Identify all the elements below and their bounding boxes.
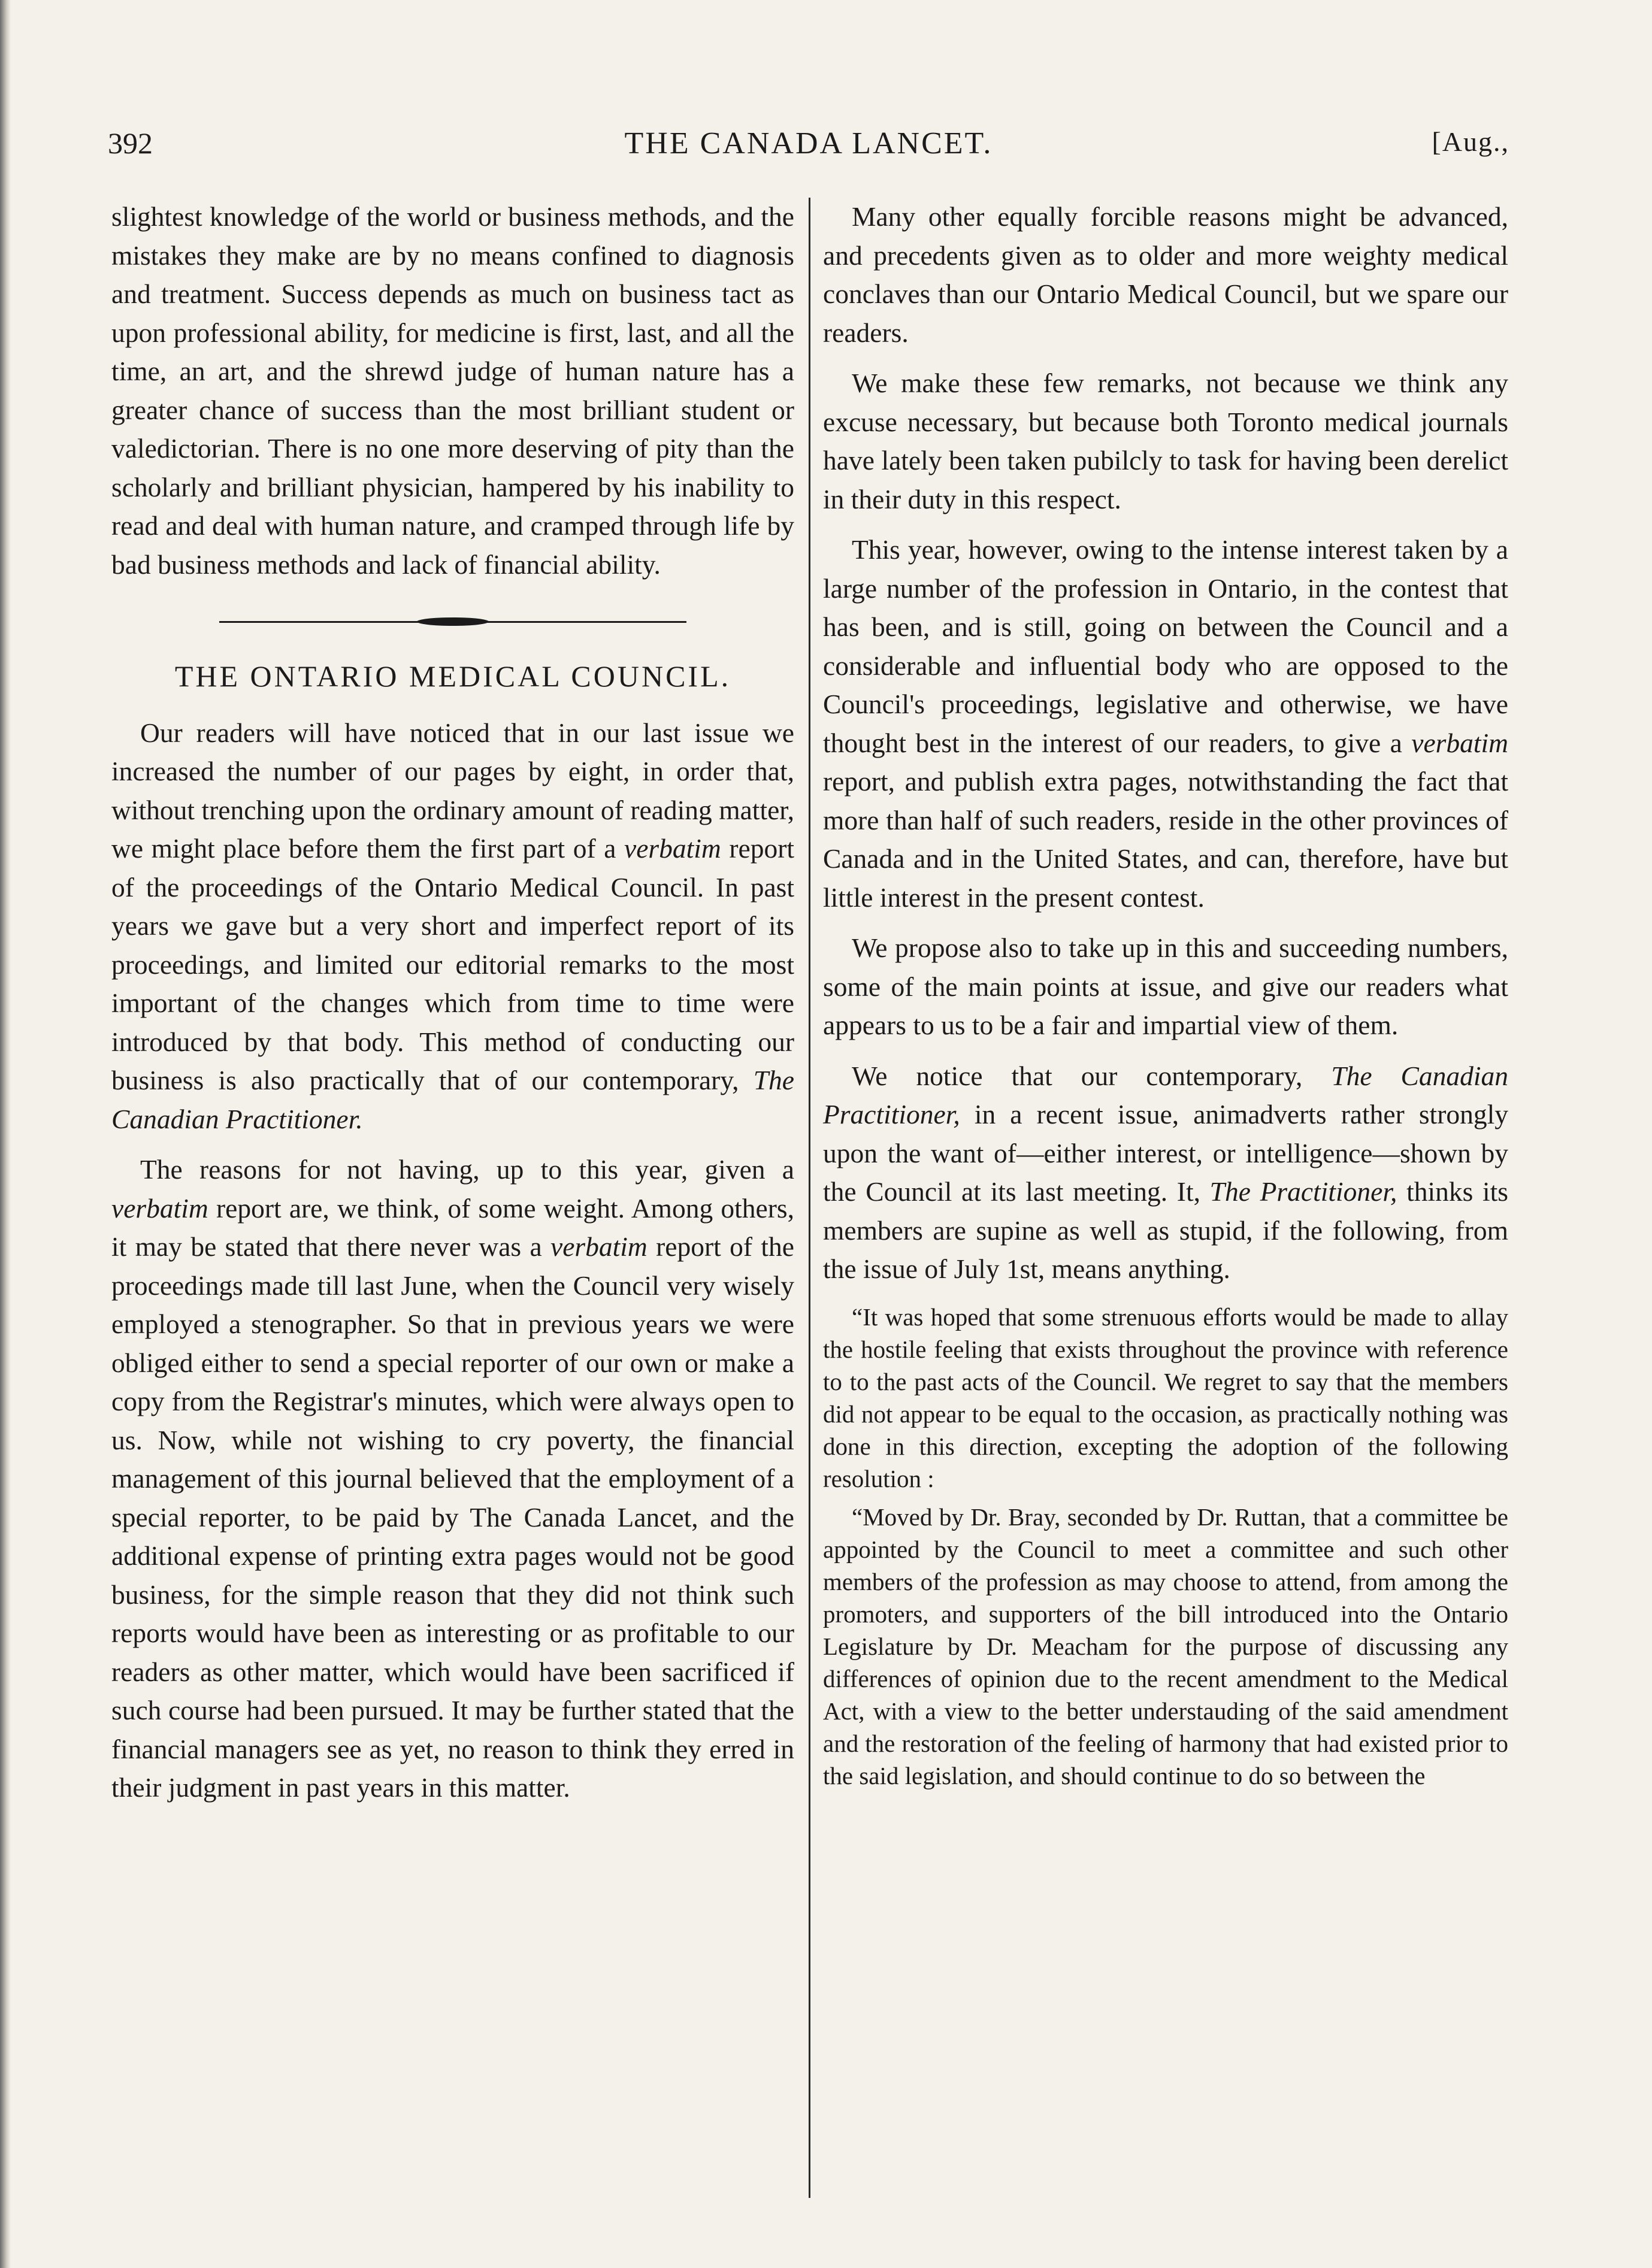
issue-month: [Aug., [1432, 126, 1509, 157]
quotation [823, 1301, 1508, 1792]
column-divider [809, 198, 810, 2198]
right-column [823, 198, 1508, 1798]
page-number: 392 [108, 126, 153, 160]
page-header [108, 120, 1509, 180]
quote-paragraph: “Moved by Dr. Bray, seconded by Dr. Ruttan, that a committee be appointed by the Council to meet a committee and such other members of the profession as may choose to attend, from among the promoters, and supporters of the bill introduced into the Ontario Legislature by Dr. Meacham for the purpose of discussing any differences of opinion due to the recent amendment to the Medical Act, with a view to the better understauding of the said amendment and the restoration of the feeling of harmony that had existed prior to the said legislation, and should continue to do so between the [823, 1503, 1508, 1789]
paragraph: The reasons for not having, up to this year, given a verbatim report are, we think, of some weight. Among others, it may be stated that there never was a verbatim report of the proceedings made till last June, when the Council very wisely employed a stenographer. So that in previous years we were obliged either to send a special reporter of our own or make a copy from the Registrar's minutes, which were always open to us. Now, while not wishing to cry poverty, the financial management of this journal believed that the employment of a special reporter, to be paid by The Canada Lancet, and the additional expense of printing extra pages would not be good business, for the simple reason that they did not think such reports would have been as interesting or as profitable to our readers as other matter, which would have been sacrificed if such course had been pursued. It may be further stated that the financial managers see as yet, no reason to think they erred in their judgment in past years in this matter. [111, 1154, 794, 1803]
paragraph: This year, however, owing to the intense interest taken by a large number of the profession in Ontario, in the contest that has been, and is still, going on between the Council and a considerable and influential body who are opposed to the Council's proceedings, legislative and otherwise, we have thought best in the interest of our readers, to give a verbatim report, and publish extra pages, notwithstanding the fact that more than half of such readers, reside in the other provinces of Canada and in the United States, and can, therefore, have but little interest in the present contest. [823, 534, 1508, 913]
journal-title: THE CANADA LANCET. [624, 126, 993, 161]
paragraph: We notice that our contemporary, The Canadian Practitioner, in a recent issue, animadverts rather strongly upon the want of—either interest, or intelligence—shown by the Council at its last meeting. It, The Practitioner, thinks its members are supine as well as stupid, if the following, from the issue of July 1st, means anything. [823, 1060, 1509, 1284]
paragraph: We make these few remarks, not because we think any excuse necessary, but because both Toronto medical journals have lately been taken pubilcly to task for having been derelict in their duty in this respect. [823, 368, 1508, 514]
section-divider-ornament [111, 601, 794, 643]
paragraph: Many other equally forcible reasons might be advanced, and precedents given as to older and more weighty medical conclaves than our Ontario Medical Council, but we spare our readers. [823, 201, 1508, 348]
section-title: THE ONTARIO MEDICAL COUNCIL. [174, 659, 731, 693]
quote-paragraph: “It was hoped that some strenuous efforts would be made to allay the hostile feeling that exists throughout the province with reference to to the past acts of the Council. We regret to say that the members did not appear to be equal to the occasion, as practically nothing was done in this direction, excepting the adoption of the following resolution : [823, 1303, 1508, 1492]
paragraph: Our readers will have noticed that in our last issue we increased the number of our pages by eight, in order that, without trenching upon the ordinary amount of reading matter, we might place before them the first part of a verbatim report of the proceedings of the Ontario Medical Council. In past years we gave but a very short and imperfect report of its proceedings, and limited our editorial remarks to the most important of the changes which from time to time were introduced by that body. This method of conducting our business is also practically that of our contemporary, The Canadian Practitioner. [111, 717, 794, 1134]
page-edge-shadow [0, 0, 11, 2268]
paragraph: We propose also to take up in this and succeeding numbers, some of the main points at issue, and give our readers what appears to us to be a fair and impartial view of them. [823, 932, 1508, 1040]
paragraph: slightest knowledge of the world or business methods, and the mistakes they make are by no means confined to diagnosis and treatment. Success depends as much on business tact as upon professional ability, for medicine is first, last, and all the time, an art, and the shrewd judge of human nature has a greater chance of success than the most brilliant student or valedictorian. There is no one more deserving of pity than the scholarly and brilliant physician, hampered by his inability to read and deal with human nature, and cramped through life by bad business methods and lack of financial ability. [111, 201, 794, 580]
left-column [111, 198, 794, 1819]
